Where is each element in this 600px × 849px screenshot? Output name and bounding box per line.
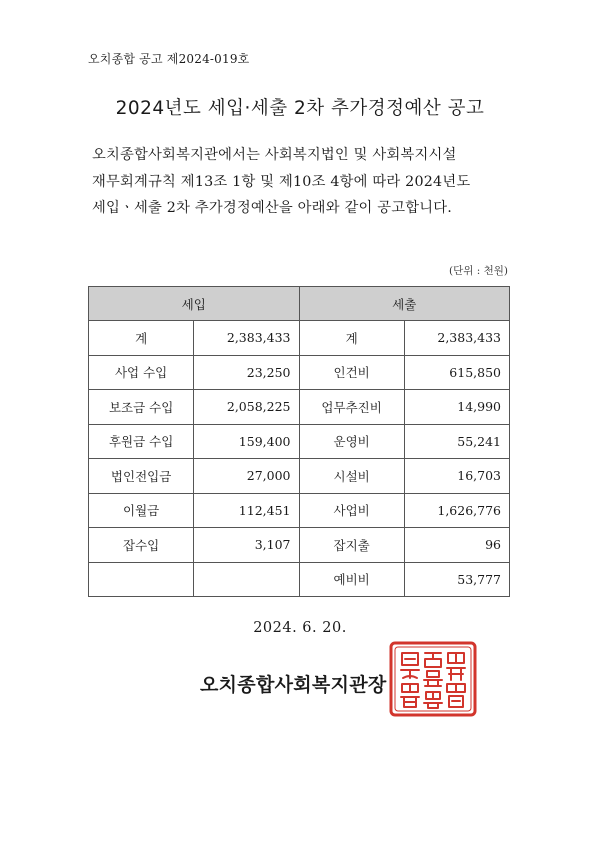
- revenue-item: 계: [89, 321, 194, 356]
- announcement-date: 2024. 6. 20.: [253, 620, 347, 636]
- intro-line: 오치종합사회복지관에서는 사회복지법인 및 사회복지시설: [92, 147, 457, 163]
- intro-line: 재무회계규칙 제13조 1항 및 제10조 4항에 따라 2024년도: [92, 173, 471, 190]
- expense-amount: 53,777: [404, 562, 509, 597]
- expense-amount: 16,703: [404, 459, 509, 494]
- expense-item: 사업비: [299, 493, 404, 528]
- intro-paragraph: [92, 142, 532, 222]
- revenue-amount: 3,107: [194, 528, 299, 563]
- expense-item: 운영비: [299, 424, 404, 459]
- revenue-item: 잡수입: [89, 528, 194, 563]
- expense-item: 인건비: [299, 355, 404, 390]
- revenue-item: 이월금: [89, 493, 194, 528]
- expense-amount: 96: [404, 528, 509, 563]
- seal-glyph: [401, 653, 419, 707]
- expense-amount: 14,990: [404, 390, 509, 425]
- expense-item: 예비비: [299, 562, 404, 597]
- revenue-amount: 23,250: [194, 355, 299, 390]
- table-header-row: [89, 287, 510, 321]
- table-row: [89, 562, 510, 597]
- page-title: 2024년도 세입·세출 2차 추가경정예산 공고: [115, 98, 485, 119]
- budget-table: [88, 286, 510, 597]
- expense-item: 시설비: [299, 459, 404, 494]
- table-row: [89, 390, 510, 425]
- expense-item: 잡지출: [299, 528, 404, 563]
- official-seal-icon: [388, 640, 478, 718]
- expense-amount: 55,241: [404, 424, 509, 459]
- seal-glyph: [424, 653, 442, 708]
- revenue-item: 보조금 수입: [89, 390, 194, 425]
- revenue-item: 사업 수입: [89, 355, 194, 390]
- revenue-amount: 27,000: [194, 459, 299, 494]
- expense-amount: 615,850: [404, 355, 509, 390]
- table-row: [89, 459, 510, 494]
- revenue-item: 법인전입금: [89, 459, 194, 494]
- expense-item: 계: [299, 321, 404, 356]
- table-row: [89, 493, 510, 528]
- expense-amount: 2,383,433: [404, 321, 509, 356]
- revenue-amount: 2,058,225: [194, 390, 299, 425]
- revenue-amount: 2,383,433: [194, 321, 299, 356]
- unit-note: (단위 : 천원): [449, 265, 508, 277]
- table-row: [89, 528, 510, 563]
- table-row: [89, 321, 510, 356]
- revenue-amount: 159,400: [194, 424, 299, 459]
- revenue-header: 세입: [89, 287, 300, 321]
- table-row: [89, 424, 510, 459]
- revenue-item: [89, 562, 194, 597]
- expense-amount: 1,626,776: [404, 493, 509, 528]
- table-row: [89, 355, 510, 390]
- seal-glyph: [447, 653, 465, 707]
- revenue-amount: 112,451: [194, 493, 299, 528]
- intro-line: 세입ㆍ세출 2차 추가경정예산을 아래와 같이 공고합니다.: [92, 200, 453, 216]
- expense-item: 업무추진비: [299, 390, 404, 425]
- notice-number: 오치종합 공고 제2024-019호: [88, 52, 250, 66]
- signer-title: 오치종합사회복지관장: [200, 674, 387, 696]
- revenue-item: 후원금 수입: [89, 424, 194, 459]
- expense-header: 세출: [299, 287, 510, 321]
- revenue-amount: [194, 562, 299, 597]
